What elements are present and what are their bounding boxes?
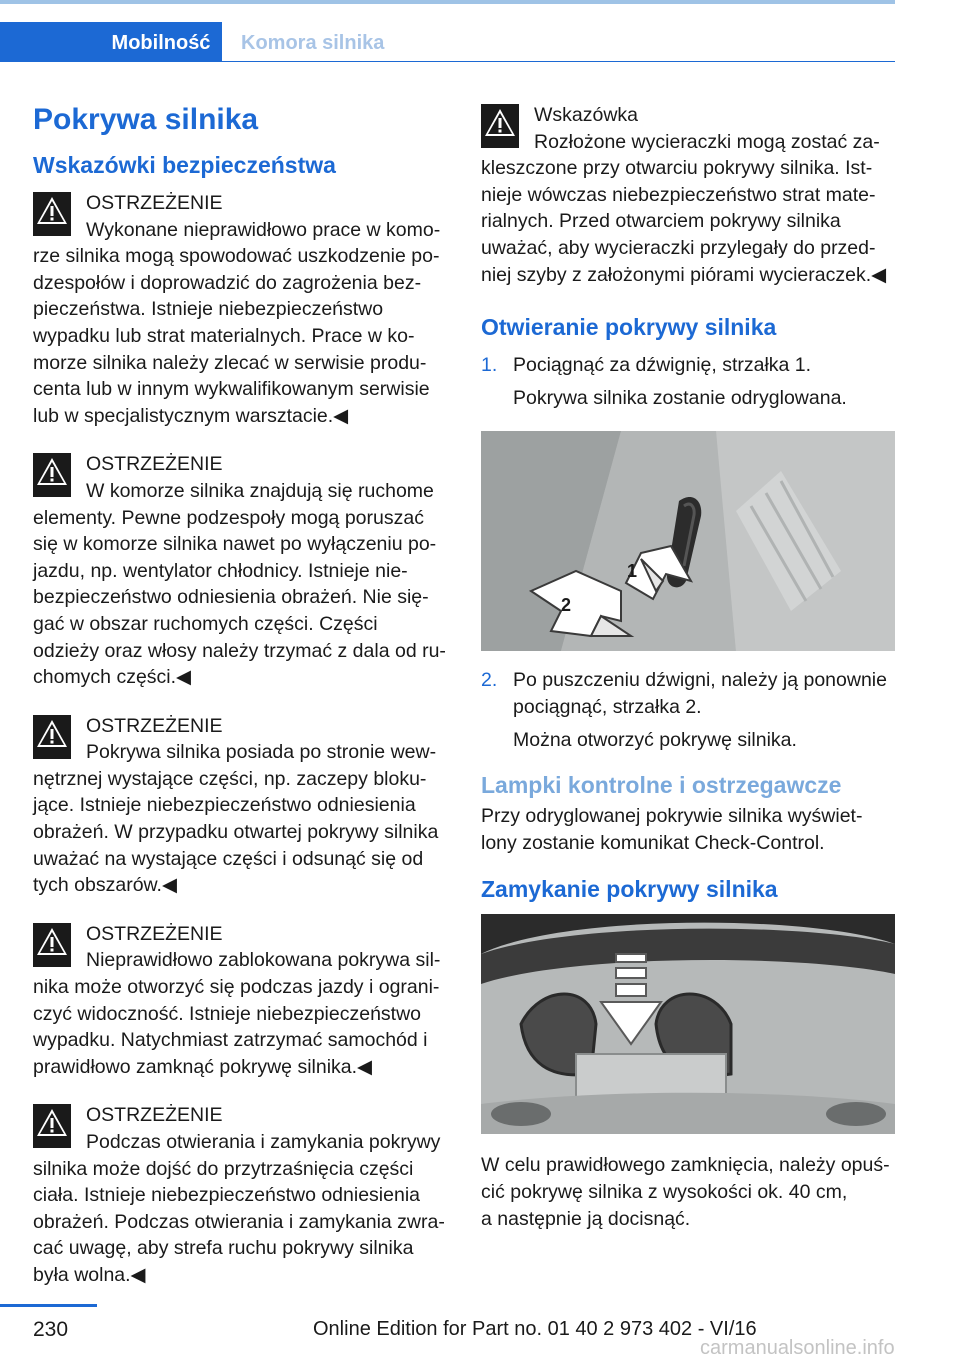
warning-text-line: obrażeń. Podczas otwierania i zamykania zwra- — [33, 1210, 445, 1233]
warning-text-line: jazdu, np. wentylator chłodnicy. Istnieje nie- — [33, 559, 408, 582]
step-text-line: pociągnąć, strzałka 2. — [513, 695, 702, 718]
warning-text-line: tych obszarów.◀ — [33, 874, 177, 897]
warning-text-line: czyć widoczność. Istnieje niebezpieczeństwo — [33, 1002, 422, 1025]
warning-title: OSTRZEŻENIE — [86, 1104, 223, 1127]
license-plate — [576, 1054, 726, 1099]
note-text-line: niej szyby z założonymi piórami wycieraczek.◀ — [481, 263, 887, 286]
warning-title: OSTRZEŻENIE — [86, 714, 223, 737]
warning-text-line: odzieży oraz włosy należy trzymać z dala od ru- — [33, 639, 446, 662]
warning-text-line: obrażeń. W przypadku otwartej pokrywy silnika — [33, 821, 439, 844]
left-column — [33, 96, 447, 1289]
warning-triangle-icon — [481, 104, 519, 148]
warning-text-line: W komorze silnika znajdują się ruchome — [86, 479, 434, 502]
warning-text-line: była wolna.◀ — [33, 1263, 146, 1286]
list-item — [481, 352, 895, 411]
warning-text-line: Nieprawidłowo zablokowana pokrywa sil- — [86, 949, 441, 972]
warning-block — [33, 451, 447, 690]
warning-block — [33, 1102, 447, 1288]
warning-title: OSTRZEŻENIE — [86, 192, 223, 214]
warning-text-line: lub w specjalistycznym warsztacie.◀ — [33, 404, 349, 427]
closing-text-line: a następnie ją docisnąć. — [481, 1207, 691, 1230]
header-underline — [0, 61, 895, 62]
step-text: Pociągnąć za dźwignię, strzałka 1. — [513, 354, 812, 377]
watermark: carmanualsonline.info — [700, 1337, 895, 1359]
right-column — [481, 96, 895, 1232]
section-heading-lamps: Lampki kontrolne i ostrzegawcze — [481, 772, 842, 799]
step-result: Pokrywa silnika zostanie odryglowana. — [513, 386, 847, 409]
section-heading-safety: Wskazówki bezpieczeństwa — [33, 152, 336, 178]
closing-text-line: W celu prawidłowego zamknięcia, należy opuś- — [481, 1154, 890, 1177]
hood-closing-figure — [481, 914, 895, 1134]
arrow-2-label: 2 — [561, 595, 572, 616]
opening-steps-continued — [481, 667, 895, 753]
list-item — [481, 667, 895, 753]
warning-triangle-icon — [33, 1104, 71, 1148]
note-text-line: rialnych. Przed otwarciem pokrywy silnika — [481, 210, 841, 233]
closing-text-line: cić pokrywę silnika z wysokości ok. 40 cm, — [481, 1180, 848, 1203]
warning-triangle-icon — [33, 923, 71, 967]
warning-text-line: cać uwagę, aby strefa ruchu pokrywy silnika — [33, 1237, 414, 1260]
fog-light-right — [826, 1102, 886, 1126]
warning-text-line: chomych części.◀ — [33, 666, 192, 689]
warning-block — [33, 921, 447, 1081]
warning-text-line: silnika może dojść do przytrzaśnięcia części — [33, 1157, 414, 1180]
opening-steps — [481, 352, 895, 411]
warning-text-line: wypadku lub strat materialnych. Prace w ko- — [33, 324, 415, 347]
warning-text-line: morze silnika należy zlecać w serwisie produ- — [33, 351, 427, 374]
section-heading-opening: Otwieranie pokrywy silnika — [481, 314, 777, 341]
lever-figure — [481, 431, 895, 651]
page-number: 230 — [33, 1318, 69, 1341]
warning-block — [33, 713, 447, 899]
header-subsection-title: Komora silnika — [241, 32, 385, 54]
warning-text-line: Wykonane nieprawidłowo prace w komo- — [86, 218, 441, 241]
step-result: Można otworzyć pokrywę silnika. — [513, 728, 797, 751]
edition-note: Online Edition for Part no. 01 40 2 973 402 - VI/16 — [313, 1318, 757, 1340]
warning-title: OSTRZEŻENIE — [86, 453, 223, 476]
warning-text-line: uważać na wystające części i odsunąć się od — [33, 847, 424, 870]
warning-text-line: wypadku. Natychmiast zatrzymać samochód i — [33, 1029, 428, 1052]
warning-text-line: bezpieczeństwo odniesienia obrażeń. Nie się- — [33, 586, 429, 609]
warning-text-line: się w komorze silnika nawet po wyłączeniu po- — [33, 533, 437, 556]
warning-text-line: nika może otworzyć się podczas jazdy i ograni- — [33, 976, 440, 999]
note-title: Wskazówka — [534, 104, 639, 126]
step-text-line: Po puszczeniu dźwigni, należy ją ponownie — [513, 669, 887, 692]
warning-title: OSTRZEŻENIE — [86, 922, 223, 945]
note-block — [481, 102, 895, 288]
header-section-title: Mobilność — [111, 32, 211, 54]
header-top-bar — [0, 0, 895, 4]
warning-triangle-icon — [33, 453, 71, 497]
footer-bar — [0, 1304, 97, 1307]
note-text-line: nieje wówczas niebezpieczeństwo strat mate- — [481, 183, 876, 206]
arrow-1-label: 1 — [627, 561, 638, 582]
warning-text-line: centa lub w innym wykwalifikowanym serwisie — [33, 378, 430, 401]
warning-text-line: Podczas otwierania i zamykania pokrywy — [86, 1131, 441, 1153]
warning-triangle-icon — [33, 715, 71, 759]
fog-light-left — [491, 1102, 551, 1126]
lamps-text-line: Przy odryglowanej pokrywie silnika wyświet- — [481, 805, 863, 828]
page-title: Pokrywa silnika — [33, 103, 259, 136]
warning-text-line: rze silnika mogą spowodować uszkodzenie po- — [33, 245, 440, 268]
warning-text-line: Pokrywa silnika posiada po stronie wew- — [86, 741, 437, 764]
warning-text-line: elementy. Pewne podzespoły mogą poruszać — [33, 506, 424, 529]
warning-triangle-icon — [33, 192, 71, 236]
note-text-line: kleszczone przy otwarciu pokrywy silnika. Ist- — [481, 157, 873, 180]
step-number: 2. — [481, 669, 498, 692]
warning-text-line: jące. Istnieje niebezpieczeństwo odniesienia — [33, 794, 416, 817]
note-text-line: uważać, aby wycieraczki przylegały do przed- — [481, 236, 876, 259]
warning-text-line: pieczeństwa. Istnieje niebezpieczeństwo — [33, 298, 384, 321]
warning-text-line: dzespołów i doprowadzić do zagrożenia bez- — [33, 271, 422, 294]
warning-text-line: nętrznej wystające części, np. zaczepy bloku- — [33, 767, 427, 790]
warning-text-line: ciała. Istnieje niebezpieczeństwo odniesienia — [33, 1184, 420, 1207]
step-number: 1. — [481, 354, 498, 377]
warning-text-line: prawidłowo zamknąć pokrywę silnika.◀ — [33, 1055, 373, 1078]
lamps-text-line: lony zostanie komunikat Check-Control. — [481, 831, 825, 854]
warning-block — [33, 190, 447, 429]
page-header — [0, 0, 960, 64]
note-text-line: Rozłożone wycieraczki mogą zostać za- — [534, 130, 880, 153]
section-heading-closing: Zamykanie pokrywy silnika — [481, 876, 778, 903]
warning-text-line: gać w obszar ruchomych części. Części — [33, 612, 378, 635]
